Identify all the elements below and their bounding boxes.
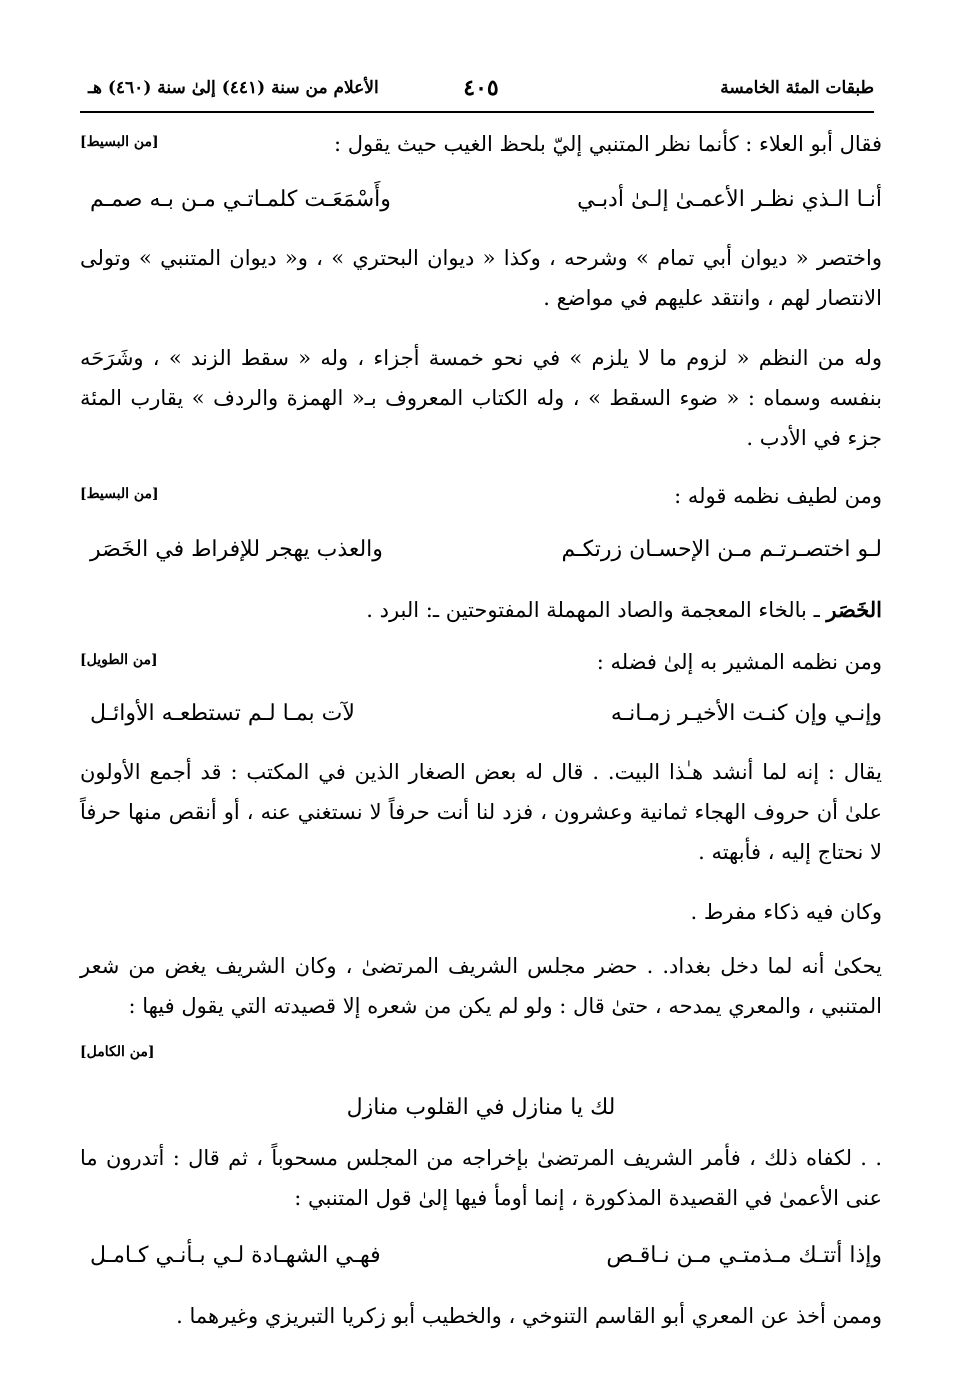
- meter-label-3: [من الطويل]: [80, 652, 158, 668]
- meter-label-1: [من البسيط]: [80, 134, 159, 150]
- paragraph-5: ومن نظمه المشير به إلىٰ فضله :: [596, 650, 882, 674]
- paragraph-7: وكان فيه ذكاء مفرط .: [690, 900, 882, 924]
- paragraph-6: يقال : إنه لما أنشد هـٰذا البيت. . قال له بعض الصغار الذين في المكتب : قد أجمع الأولون علىٰ أن حروف الهجاء ثمانية وعشرون ، فزد لنا أنت حرفاً لا نستغني عنه ، أو أنقص منها حرفاً لا نحتاج إليه ، فأبهته .: [80, 760, 882, 864]
- verse-3-second-hemistich: لآت بمـا لـم تستطعـه الأوائـل: [90, 701, 355, 726]
- paragraph-9: . . لكفاه ذلك ، فأمر الشريف المرتضىٰ بإخراجه من المجلس مسحوباً ، ثم قال : أتدرون ما عنى الأعمىٰ في القصيدة المذكورة ، إنما أومأ فيها إلىٰ قول المتنبي :: [80, 1146, 882, 1210]
- paragraph-2: واختصر « ديوان أبي تمام » وشرحه ، وكذا « ديوان البحتري » ، و« ديوان المتنبي » وتولى الانتصار لهم ، وانتقد عليهم في مواضع .: [80, 246, 882, 310]
- header-rule: [80, 111, 874, 113]
- verse-3-first-hemistich: وإنـي وإن كنـت الأخيـر زمـانـه: [610, 701, 882, 726]
- verse-1-second-hemistich: وأَسْمَعَـت كلمـاتـي مـن بـه صمـم: [90, 187, 391, 212]
- gloss-definition: ـ بالخاء المعجمة والصاد المهملة المفتوحتين ـ: البرد .: [366, 598, 827, 622]
- verse-1-first-hemistich: أنـا الـذي نظـر الأعمـىٰ إلـىٰ أدبـي: [577, 187, 882, 212]
- verse-4: [90, 1236, 882, 1276]
- verse-4-first-hemistich: وإذا أتتـك مـذمتـي مـن نـاقـص: [606, 1243, 882, 1268]
- gloss-term: الخَصَر: [826, 597, 882, 622]
- verse-2-first-hemistich: لـو اختصـرتـم مـن الإحسـان زرتكـم: [561, 537, 882, 562]
- paragraph-4: ومن لطيف نظمه قوله :: [674, 484, 882, 508]
- header-chapter-title: الأعلام من سنة (٤٤١) إلىٰ سنة (٤٦٠) هـ: [88, 78, 379, 98]
- verse-1: [90, 180, 882, 220]
- meter-label-4: [من الكامل]: [80, 1044, 155, 1060]
- paragraph-3: وله من النظم « لزوم ما لا يلزم » في نحو خمسة أجزاء ، وله « سقط الزند » ، وشَرَحَه بنفسه وسماه : « ضوء السقط » ، وله الكتاب المعروف بـ« الهمزة والردف » يقارب المئة جزء في الأدب .: [80, 346, 882, 450]
- verse-2-second-hemistich: والعذب يهجر للإفراط في الخَصَر: [90, 537, 383, 562]
- page-number: ٤٠٥: [463, 75, 499, 101]
- verse-2: [90, 530, 882, 570]
- verse-3: [90, 694, 882, 734]
- verse-4-second-hemistich: فهـي الشهـادة لـي بـأنـي كـامـل: [90, 1243, 381, 1268]
- header-section-title: طبقات المئة الخامسة: [720, 78, 874, 98]
- paragraph-1: فقال أبو العلاء : كأنما نظر المتنبي إليّ بلحظ الغيب حيث يقول :: [333, 132, 882, 156]
- paragraph-8: يحكىٰ أنه لما دخل بغداد. . حضر مجلس الشريف المرتضىٰ ، وكان الشريف يغض من شعر المتنبي ، والمعري يمدحه ، حتىٰ قال : ولو لم يكن من شعره إلا قصيدته التي يقول فيها :: [80, 954, 882, 1018]
- meter-label-2: [من البسيط]: [80, 486, 159, 502]
- paragraph-10: وممن أخذ عن المعري أبو القاسم التنوخي ، والخطيب أبو زكريا التبريزي وغيرهما .: [176, 1304, 882, 1328]
- centered-verse: لك يا منازل في القلوب منازل: [346, 1095, 616, 1120]
- gloss-line: [80, 590, 882, 630]
- running-header: [88, 72, 874, 104]
